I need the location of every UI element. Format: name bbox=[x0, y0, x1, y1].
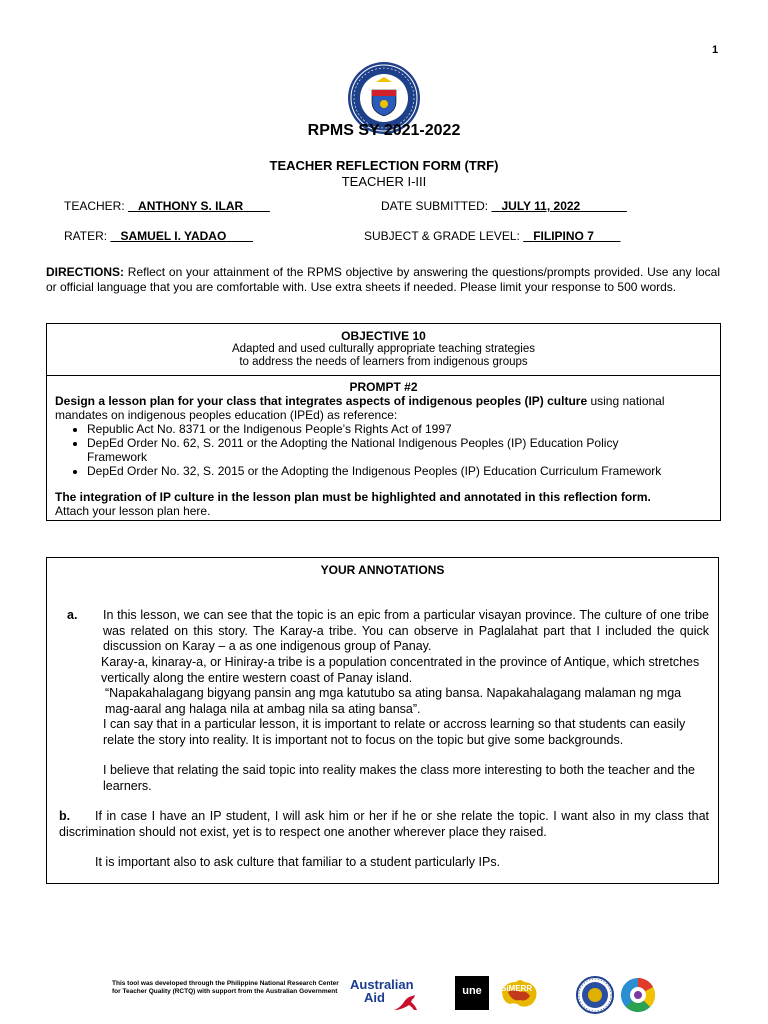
directions-label: DIRECTIONS: bbox=[46, 265, 124, 279]
annotation-a-p1: In this lesson, we can see that the topic is an epic from a particular visayan province. The culture of one tribe was related on this story. The Karay-a tribe. You can observe in Paglalahat part that I included the quick discussion on Karay – a as one indigenous group of Panay. bbox=[103, 608, 709, 653]
prompt-bullets bbox=[55, 422, 712, 478]
attach-note: Attach your lesson plan here. bbox=[55, 504, 211, 518]
teacher-value: ANTHONY S. ILAR bbox=[138, 199, 244, 213]
objective-title: OBJECTIVE 10 bbox=[341, 329, 426, 343]
annotation-a-p2: Karay-a, kinaray-a, or Hiniray-a tribe is a population concentrated in the province of Antique, which stretches vertically along the entire western coast of Panay island. bbox=[101, 655, 700, 685]
list-item: • Republic Act No. 8371 or the Indigenous People’s Rights Act of 1997 bbox=[87, 422, 712, 436]
une-logo: une bbox=[455, 976, 489, 1010]
rater-label: RATER: bbox=[64, 229, 108, 243]
objective-prompt-box bbox=[46, 323, 721, 521]
footer-note: This tool was developed through the Philippine National Research Center for Teacher Quality (RCTQ) with support from the Australian Government bbox=[112, 980, 339, 995]
form-subtitle: TEACHER I-III bbox=[341, 174, 427, 189]
objective-line-1: Adapted and used culturally appropriate teaching strategies bbox=[231, 343, 536, 355]
date-label: DATE SUBMITTED: bbox=[381, 199, 489, 213]
aid-line-1: Australian bbox=[350, 977, 414, 992]
page-number: 1 bbox=[712, 44, 719, 56]
date-field bbox=[381, 199, 627, 213]
aid-line-2: Aid bbox=[364, 990, 385, 1005]
list-item: • DepEd Order No. 62, S. 2011 or the Adopting the National Indigenous Peoples (IP) Education Policy Framework bbox=[87, 436, 712, 464]
annotation-b-p2: It is important also to ask culture that familiar to a student particularly IPs. bbox=[95, 855, 501, 869]
annotation-a-label: a. bbox=[67, 608, 78, 622]
rater-field bbox=[64, 229, 253, 243]
prompt-title: PROMPT #2 bbox=[349, 380, 418, 394]
subject-field bbox=[364, 229, 621, 243]
subject-label: SUBJECT & GRADE LEVEL: bbox=[364, 229, 520, 243]
annotation-a-p5: I believe that relating the said topic into reality makes the class more interesting to both the teacher and the learners. bbox=[103, 763, 696, 793]
annotation-b-p1: If in case I have an IP student, I will ask him or her if he or she relate the topic. I want also in my class that discrimination should not exist, yet is to respect one another wherever place they raised. bbox=[59, 809, 709, 839]
prompt-section bbox=[55, 380, 712, 518]
simerr-logo-text: SiMERR bbox=[501, 984, 533, 993]
annotations-title: YOUR ANNOTATIONS bbox=[320, 563, 445, 577]
directions-text: Reflect on your attainment of the RPMS objective by answering the questions/prompts provided. Use any local or official language that you are comfortable with. Use extra sheets if needed. Please limit your response to 500 words. bbox=[46, 265, 720, 294]
date-value: JULY 11, 2022 bbox=[501, 199, 581, 213]
teacher-field bbox=[64, 199, 270, 213]
prompt-intro bbox=[55, 394, 712, 422]
annotation-a-p3: “Napakahalagang bigyang pansin ang mga katutubo sa ating bansa. Napakahalagang malaman ng mga mag-aaral ang halaga nila at ambag nila sa ating bansa”. bbox=[105, 686, 682, 716]
subject-value: FILIPINO 7 bbox=[533, 229, 594, 243]
kangaroo-icon bbox=[392, 994, 420, 1012]
prompt-intro-rest: using national mandates on indigenous peoples education (IPEd) as reference: bbox=[55, 394, 665, 422]
annotations-box bbox=[46, 557, 719, 884]
annotation-b-label: b. bbox=[59, 809, 71, 823]
directions bbox=[46, 265, 720, 295]
annotation-a-p4: I can say that in a particular lesson, it is important to relate or accross learning so that students can easily relate the story into reality. It is important not to focus on the topic but give some backgrounds. bbox=[103, 717, 686, 747]
prompt-intro-bold: Design a lesson plan for your class that integrates aspects of indigenous peoples (IP) culture bbox=[55, 394, 588, 408]
australia-map-icon bbox=[498, 976, 540, 1012]
partner-logo-icon bbox=[618, 976, 658, 1014]
form-title: TEACHER REFLECTION FORM (TRF) bbox=[269, 158, 499, 173]
highlight-note: The integration of IP culture in the lesson plan must be highlighted and annotated in this reflection form. bbox=[55, 490, 651, 504]
rctq-seal-icon bbox=[576, 976, 614, 1014]
rater-value: SAMUEL I. YADAO bbox=[120, 229, 227, 243]
list-item: • DepEd Order No. 32, S. 2015 or the Adopting the Indigenous Peoples (IP) Education Curriculum Framework bbox=[87, 464, 712, 478]
box-divider bbox=[47, 375, 720, 376]
teacher-label: TEACHER: bbox=[64, 199, 125, 213]
page-title: RPMS SY 2021-2022 bbox=[307, 122, 461, 139]
objective-line-2: to address the needs of learners from indigenous groups bbox=[239, 356, 528, 368]
